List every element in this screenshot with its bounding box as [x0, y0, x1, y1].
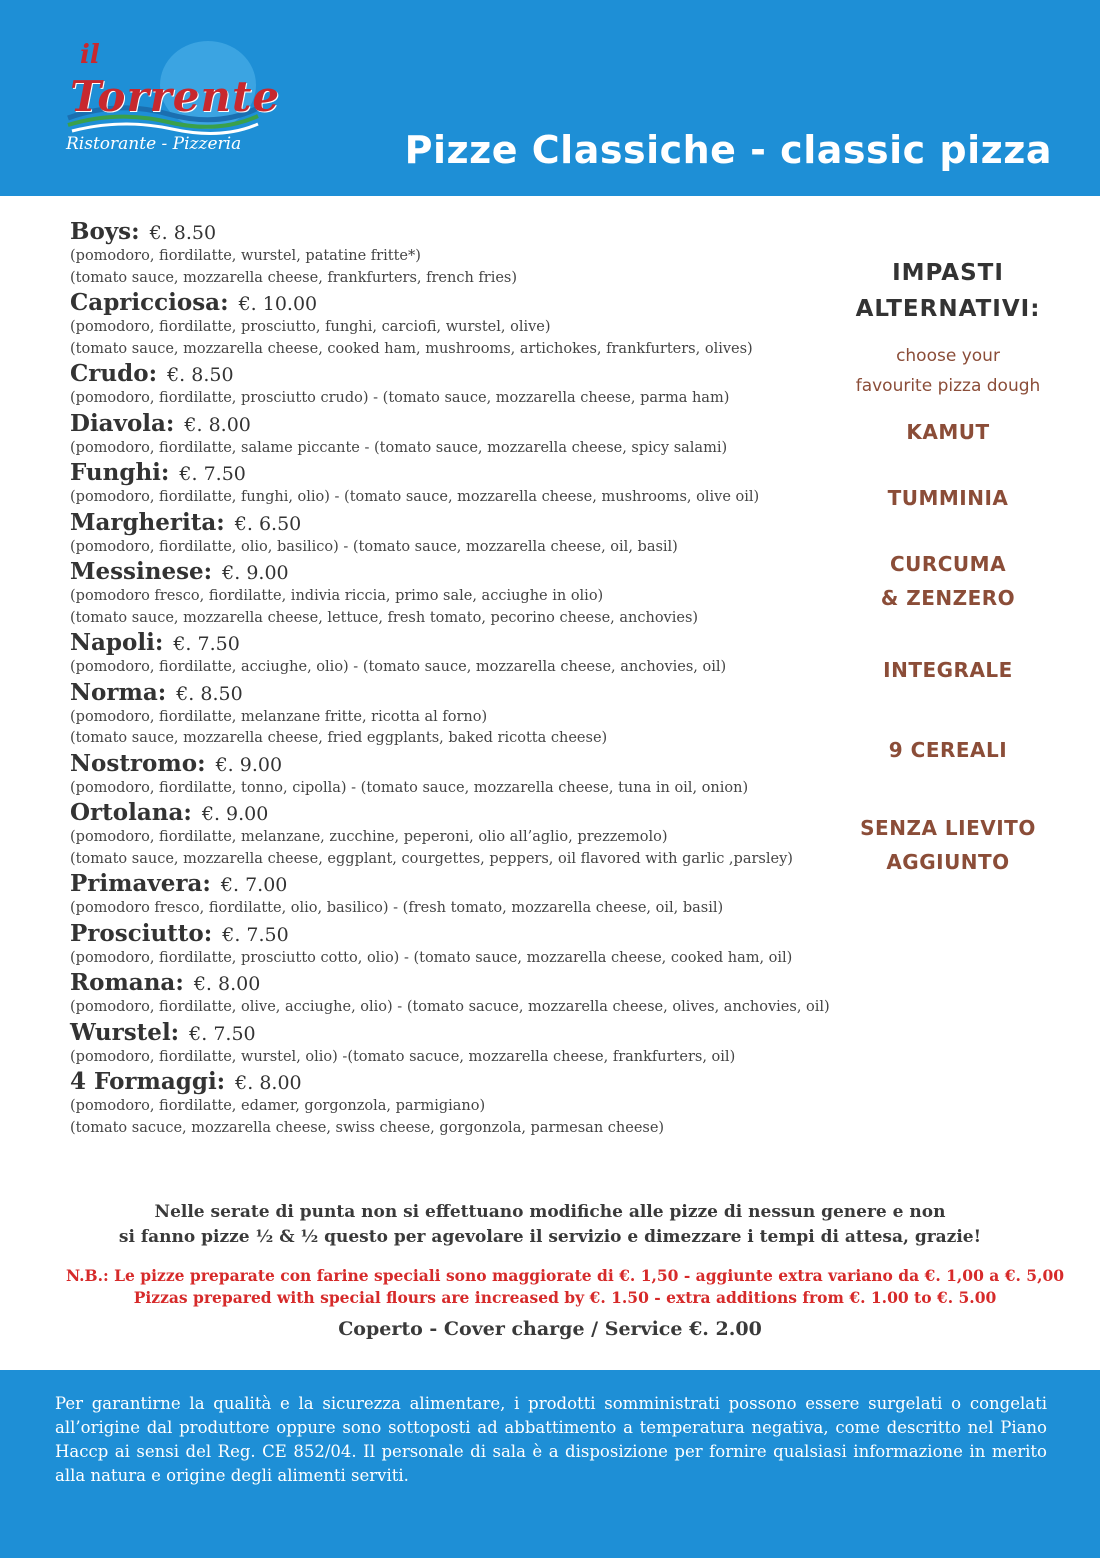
item-description: (pomodoro, fiordilatte, salame piccante - (tomato sauce, mozzarella cheese, spicy salami): [70, 439, 728, 456]
item-name: Capricciosa:: [70, 289, 229, 316]
item-name: Napoli:: [70, 629, 164, 656]
item-description: (tomato sauce, mozzarella cheese, fried eggplants, baked ricotta cheese): [70, 730, 608, 746]
dough-option: [828, 811, 1068, 879]
menu-item: [70, 870, 860, 920]
item-name: Norma:: [70, 678, 167, 706]
item-description: (pomodoro, fiordilatte, wurstel, patatine fritte*): [70, 248, 421, 264]
item-description: (pomodoro, fiordilatte, funghi, olio) - (tomato sauce, mozzarella cheese, mushrooms, olive oil): [70, 489, 760, 505]
item-name: Crudo:: [70, 360, 158, 387]
dough-subtitle-line: favourite pizza dough: [855, 376, 1041, 396]
item-description: (pomodoro, fiordilatte, edamer, gorgonzola, parmigiano): [70, 1098, 486, 1114]
food-safety-disclaimer: Per garantirne la qualità e la sicurezza alimentare, i prodotti somministrati possono essere surgelati o congelati all’origine dal produttore oppure sono sottoposti ad abbattimento a temperatura negativa, come descritto nel Piano Haccp ai sensi del Reg. CE 852/04. Il personale di sala è a disposizione per fornire qualsiasi informazione in merito alla natura e origine degli alimenti serviti.: [55, 1394, 1047, 1485]
item-name: Romana:: [70, 969, 184, 996]
item-description: (pomodoro, fiordilatte, olive, acciughe, olio) - (tomato sacuce, mozzarella cheese, olives, anchovies, oil): [70, 999, 830, 1015]
item-description: (pomodoro, fiordilatte, prosciutto, funghi, carciofi, wurstel, olive): [70, 319, 551, 335]
menu-item: [70, 410, 860, 460]
item-description: (pomodoro, fiordilatte, melanzane, zucchine, peperoni, olio all’aglio, prezzemolo): [70, 829, 668, 845]
item-description: (pomodoro, fiordilatte, tonno, cipolla) - (tomato sauce, mozzarella cheese, tuna in oil, onion): [70, 779, 749, 796]
dough-option: [828, 415, 1068, 449]
item-description: (tomato sauce, mozzarella cheese, lettuce, fresh tomato, pecorino cheese, anchovies): [70, 609, 699, 626]
logo-subtitle: Ristorante - Pizzeria: [66, 134, 242, 154]
dough-panel-title: IMPASTI: [892, 260, 1004, 286]
dough-option-label: TUMMINIA: [887, 486, 1009, 510]
dough-option-label: KAMUT: [906, 420, 990, 444]
special-flour-note: [0, 1265, 1100, 1309]
item-price: €. 8.50: [167, 364, 234, 386]
dough-option-label: AGGIUNTO: [886, 850, 1010, 874]
dough-subtitle-line: choose your: [896, 346, 1000, 366]
item-price: €. 9.00: [222, 562, 289, 584]
item-name: Ortolana:: [70, 799, 192, 826]
item-name: Nostromo:: [70, 749, 206, 777]
item-description: (pomodoro, fiordilatte, olio, basilico) - (tomato sauce, mozzarella cheese, oil, basil): [70, 538, 678, 555]
menu-item: [70, 289, 860, 360]
item-description: (pomodoro, fiordilatte, melanzane fritte, ricotta al forno): [70, 708, 488, 725]
item-description: (pomodoro, fiordilatte, wurstel, olio) -(tomato sacuce, mozzarella cheese, frankfurters, oil): [70, 1048, 736, 1065]
logo-script-il: il: [80, 40, 100, 70]
item-description: (pomodoro, fiordilatte, prosciutto cotto, olio) - (tomato sauce, mozzarella cheese, cooked ham, oil): [70, 949, 793, 966]
note-line: Pizzas prepared with special flours are increased by €. 1.50 - extra additions from €. 1.00 to €. 5.00: [133, 1288, 997, 1307]
item-price: €. 7.50: [189, 1022, 256, 1045]
menu-item: [70, 920, 860, 970]
item-description: (pomodoro, fiordilatte, prosciutto crudo) - (tomato sauce, mozzarella cheese, parma ham): [70, 390, 730, 406]
item-price: €. 8.00: [193, 973, 261, 995]
page-title: Pizze Classiche - classic pizza: [404, 128, 1052, 172]
item-name: Prosciutto:: [70, 919, 213, 947]
notice-line: si fanno pizze ½ & ½ questo per agevolare il servizio e dimezzare i tempi di attesa, grazie!: [118, 1227, 982, 1247]
item-price: €. 9.00: [215, 753, 283, 776]
alternative-dough-panel: [828, 255, 1068, 879]
item-price: €. 9.00: [201, 803, 269, 825]
dough-panel-title: ALTERNATIVI:: [855, 296, 1041, 322]
pizza-menu-list: [70, 218, 860, 1139]
item-price: €. 7.50: [222, 923, 289, 946]
item-price: €. 7.50: [173, 633, 240, 655]
dough-option-label: CURCUMA: [889, 552, 1007, 576]
item-name: Diavola:: [70, 409, 175, 437]
item-description: (pomodoro fresco, fiordilatte, indivia riccia, primo sale, acciughe in olio): [70, 588, 604, 604]
item-name: 4 Formaggi:: [70, 1068, 226, 1095]
item-price: €. 8.00: [184, 413, 251, 436]
item-name: Messinese:: [70, 558, 213, 585]
menu-item: [70, 799, 860, 870]
header-banner: [0, 0, 1100, 196]
item-price: €. 7.50: [179, 463, 246, 485]
menu-item: [70, 969, 860, 1019]
notice-line: Nelle serate di punta non si effettuano modifiche alle pizze di nessun genere e non: [154, 1202, 946, 1222]
dough-panel-subtitle: [828, 341, 1068, 401]
item-description: (tomato sauce, mozzarella cheese, frankfurters, french fries): [70, 269, 518, 286]
menu-item: [70, 558, 860, 629]
item-price: €. 8.00: [235, 1072, 302, 1094]
item-description: (tomato sacuce, mozzarella cheese, swiss cheese, gorgonzola, parmesan cheese): [70, 1119, 665, 1136]
footer-banner: [0, 1370, 1100, 1558]
item-price: €. 7.00: [220, 874, 288, 896]
item-description: (tomato sauce, mozzarella cheese, eggplant, courgettes, peppers, oil flavored with garlic ,parsley): [70, 850, 793, 867]
dough-option: [828, 481, 1068, 515]
item-price: €. 10.00: [238, 293, 318, 315]
restaurant-logo: [58, 30, 281, 170]
menu-item: [70, 1068, 860, 1139]
dough-option-label: 9 CEREALI: [888, 738, 1008, 762]
menu-item: [70, 360, 860, 410]
item-name: Primavera:: [70, 870, 211, 897]
item-name: Boys:: [70, 218, 140, 245]
item-description: (tomato sauce, mozzarella cheese, cooked ham, mushrooms, artichokes, frankfurters, olives): [70, 340, 753, 357]
item-price: €. 6.50: [234, 512, 302, 535]
menu-item: [70, 1019, 860, 1069]
dough-option-label: INTEGRALE: [883, 658, 1013, 682]
peak-hours-notice: [0, 1200, 1100, 1250]
dough-option: [828, 733, 1068, 767]
menu-item: [70, 218, 860, 289]
dough-option-label: & ZENZERO: [880, 586, 1016, 610]
item-name: Margherita:: [70, 508, 225, 536]
menu-item: [70, 679, 860, 750]
dough-option: [828, 653, 1068, 687]
logo-script-main: Torrente: [70, 72, 281, 121]
dough-option-label: SENZA LIEVITO: [860, 816, 1036, 840]
menu-item: [70, 629, 860, 679]
menu-item: [70, 459, 860, 509]
menu-item: [70, 509, 860, 559]
item-description: (pomodoro, fiordilatte, acciughe, olio) - (tomato sauce, mozzarella cheese, anchovies, oil): [70, 659, 727, 675]
item-name: Funghi:: [70, 459, 170, 486]
item-name: Wurstel:: [70, 1018, 180, 1046]
item-price: €. 8.50: [176, 682, 243, 705]
item-price: €. 8.50: [149, 222, 217, 244]
cover-charge: Coperto - Cover charge / Service €. 2.00: [338, 1318, 762, 1340]
menu-item: [70, 750, 860, 800]
item-description: (pomodoro fresco, fiordilatte, olio, basilico) - (fresh tomato, mozzarella cheese, oil, basil): [70, 900, 724, 916]
dough-option: [828, 547, 1068, 615]
note-line: N.B.: Le pizze preparate con farine speciali sono maggiorate di €. 1,50 - aggiunte extra variano da €. 1,00 a €. 5,00: [65, 1266, 1065, 1285]
